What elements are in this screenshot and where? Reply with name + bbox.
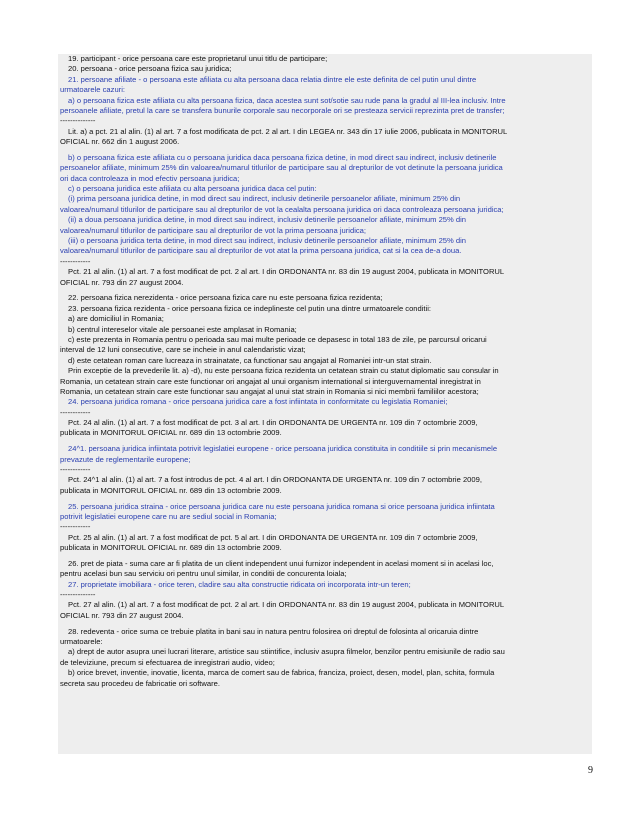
text-line: valoarea/numarul titlurilor de participare sau al drepturilor de vot atat la prima persoana juridica, cat si la cea de-a doua. [60, 246, 462, 256]
text-line: interval de 12 luni consecutive, care se incheie in anul calendaristic vizat; [60, 345, 306, 355]
text-line: Pct. 24 al alin. (1) al art. 7 a fost modificat de pct. 3 al art. I din ORDONANTA DE URGENTA nr. 109 din 7 octombrie 2009, [68, 418, 478, 428]
text-line: 20. persoana - orice persoana fizica sau juridica; [68, 64, 232, 74]
text-line: potrivit legislatiei europene care nu are sediul social in Romania; [60, 511, 277, 521]
text-line: 26. pret de piata - suma care ar fi platita de un client independent unui furnizor independent in acelasi moment si in acelasi loc, [68, 558, 494, 568]
text-line: valoarea/numarul titlurilor de participare sau al drepturilor de vot la cealalta persoana juridica ori daca controleaza persoana juridica; [60, 204, 504, 214]
document-page [58, 54, 592, 754]
text-line: persoanelor afiliate, minimum 25% din valoarea/numarul titlurilor de participare sau al drepturilor de vot detinute la persoana juridica [60, 163, 503, 173]
text-line: 22. persoana fizica nerezidenta - orice persoana fizica care nu este persoana fizica rezidenta; [68, 293, 383, 303]
text-line: Romania, un cetatean strain care este functionar sau angajat al unui stat strain in Romania si nici membrii familiilor acestora; [60, 386, 479, 396]
text-line: ------------ [60, 522, 91, 532]
text-line: Prin exceptie de la prevederile lit. a) -d), nu este persoana fizica rezidenta un cetatean strain cu statut diplomatic sau consular in [68, 366, 499, 376]
text-line: Lit. a) a pct. 21 al alin. (1) al art. 7 a fost modificata de pct. 2 al art. I din LEGEA nr. 343 din 17 iulie 2006, publicata in MONITORUL [68, 126, 508, 136]
text-line: publicata in MONITORUL OFICIAL nr. 689 din 13 octombrie 2009. [60, 485, 282, 495]
text-line: d) este cetatean roman care lucreaza in strainatate, ca functionar sau angajat al Romaniei intr-un stat strain. [68, 355, 432, 365]
text-line: urmatoarele cazuri: [60, 85, 125, 95]
text-line: 28. redeventa - orice suma ce trebuie platita in bani sau in natura pentru folosirea ori dreptul de folosinta al oricaruia dintre [68, 626, 479, 636]
text-line: ------------ [60, 407, 91, 417]
text-line: -------------- [60, 590, 96, 600]
text-line: Pct. 24^1 al alin. (1) al art. 7 a fost introdus de pct. 4 al art. I din ORDONANTA DE URGENTA nr. 109 din 7 octombrie 2009, [68, 475, 482, 485]
text-line: OFICIAL nr. 793 din 27 august 2004. [60, 610, 184, 620]
text-line: OFICIAL nr. 662 din 1 august 2006. [60, 137, 180, 147]
text-line: Pct. 21 al alin. (1) al art. 7 a fost modificat de pct. 2 al art. I din ORDONANTA nr. 83 din 19 august 2004, publicata in MONITORUL [68, 267, 505, 277]
text-line: ------------ [60, 465, 91, 475]
page-number: 9 [588, 765, 593, 776]
text-line: 19. participant - orice persoana care este proprietarul unui titlu de participare; [68, 54, 328, 63]
text-line: (ii) a doua persoana juridica detine, in mod direct sau indirect, inclusiv detinerile persoanelor afiliate, minimum 25% din [68, 215, 467, 225]
text-line: valoarea/numarul titlurilor de participare sau al drepturilor de vot la prima persoana juridica; [60, 225, 367, 235]
text-line: a) are domiciliul in Romania; [68, 314, 164, 324]
text-line: c) este prezenta in Romania pentru o perioada sau mai multe perioade ce depasesc in total 183 de zile, pe parcursul oricarui [68, 334, 487, 344]
text-line: a) o persoana fizica este afiliata cu alta persoana fizica, daca acestea sunt sot/sotie sau rude pana la gradul al III-lea inclusiv. Intre [68, 95, 506, 105]
text-line: ori daca controleaza in mod efectiv persoana juridica; [60, 173, 240, 183]
text-line: -------------- [60, 116, 96, 126]
text-line: prevazute de reglementarile europene; [60, 454, 191, 464]
text-line: a) drept de autor asupra unei lucrari literare, artistice sau stiintifice, inclusiv asupra filmelor, benzilor pentru emisiunile de radio sau [68, 647, 505, 657]
text-line: persoanele afiliate, pretul la care se transfera bunurile corporale sau necorporale ori se presteaza servicii reprezinta pret de transfer; [60, 105, 505, 115]
text-line: (i) prima persoana juridica detine, in mod direct sau indirect, inclusiv detinerile persoanelor afiliate, minimum 25% din [68, 194, 461, 204]
text-line: publicata in MONITORUL OFICIAL nr. 689 din 13 octombrie 2009. [60, 428, 282, 438]
text-line: secreta sau procedeu de fabricatie ori software. [60, 678, 220, 688]
text-line: 27. proprietate imobiliara - orice teren, cladire sau alta constructie ridicata ori incorporata intr-un teren; [68, 579, 411, 589]
text-line: b) o persoana fizica este afiliata cu o persoana juridica daca persoana fizica detine, in mod direct sau indirect, inclusiv detinerile [68, 152, 497, 162]
text-line: ------------ [60, 256, 91, 266]
text-line: urmatoarele: [60, 637, 103, 647]
text-line: 24^1. persoana juridica infiintata potrivit legislatiei europene - orice persoana juridica constituita in conditiile si prin mecanismele [68, 444, 498, 454]
text-line: OFICIAL nr. 793 din 27 august 2004. [60, 277, 184, 287]
text-line: Romania, un cetatean strain care este functionar ori angajat al unui organism international si interguvernamental inregistrat in [60, 376, 481, 386]
text-line: 21. persoane afiliate - o persoana este afiliata cu alta persoana daca relatia dintre ele este definita de cel putin unul dintre [68, 74, 477, 84]
text-line: de televiziune, precum si efectuarea de inregistrari audio, video; [60, 657, 275, 667]
text-line: 24. persoana juridica romana - orice persoana juridica care a fost infiintata in conformitate cu legislatia Romaniei; [68, 397, 448, 407]
text-line: b) centrul intereselor vitale ale persoanei este amplasat in Romania; [68, 324, 297, 334]
text-line: publicata in MONITORUL OFICIAL nr. 689 din 13 octombrie 2009. [60, 543, 282, 553]
text-line: 23. persoana fizica rezidenta - orice persoana fizica ce indeplineste cel putin una dintre urmatoarele conditii: [68, 303, 432, 313]
text-line: pentru acelasi bun sau serviciu ori pentru unul similar, in conditii de concurenta loiala; [60, 569, 347, 579]
text-line: Pct. 27 al alin. (1) al art. 7 a fost modificat de pct. 2 al art. I din ORDONANTA nr. 83 din 19 august 2004, publicata in MONITORUL [68, 600, 505, 610]
text-line: (iii) o persoana juridica terta detine, in mod direct sau indirect, inclusiv detinerile persoanelor afiliate, minimum 25% din [68, 236, 467, 246]
text-line: 25. persoana juridica straina - orice persoana juridica care nu este persoana juridica romana si orice persoana juridica infiintata [68, 501, 495, 511]
text-line: b) orice brevet, inventie, inovatie, licenta, marca de comert sau de fabrica, franciza, proiect, desen, model, plan, schita, formula [68, 668, 495, 678]
text-line: c) o persoana juridica este afiliata cu alta persoana juridica daca cel putin: [68, 184, 317, 194]
text-line: Pct. 25 al alin. (1) al art. 7 a fost modificat de pct. 5 al art. I din ORDONANTA DE URGENTA nr. 109 din 7 octombrie 2009, [68, 532, 478, 542]
